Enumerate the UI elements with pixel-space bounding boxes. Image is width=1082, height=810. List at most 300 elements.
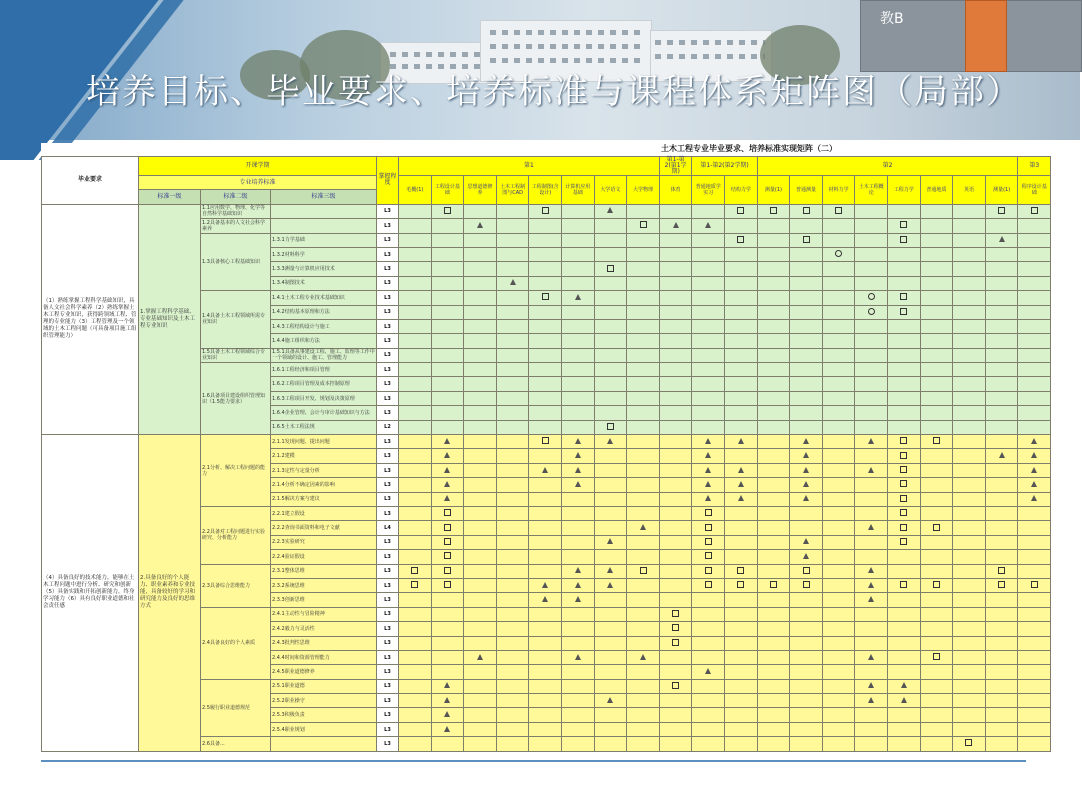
triangle-mark-icon xyxy=(477,222,483,228)
matrix-cell xyxy=(855,449,888,463)
matrix-cell xyxy=(561,665,594,679)
level-header: 标准三级 xyxy=(271,190,377,204)
level3-cell: 1.6.3工程项目开发、规划及决策原理 xyxy=(271,391,377,405)
matrix-cell xyxy=(529,535,562,549)
matrix-cell xyxy=(529,348,562,362)
matrix-cell xyxy=(855,521,888,535)
matrix-cell xyxy=(561,492,594,506)
mastery-cell: L3 xyxy=(377,334,399,348)
matrix-cell xyxy=(920,276,953,290)
matrix-cell xyxy=(725,622,758,636)
square-mark-icon xyxy=(737,581,744,588)
matrix-cell xyxy=(659,262,692,276)
matrix-cell xyxy=(496,276,529,290)
matrix-cell xyxy=(431,636,464,650)
matrix-cell xyxy=(431,435,464,449)
matrix-cell xyxy=(757,622,790,636)
matrix-cell xyxy=(757,247,790,261)
matrix-cell xyxy=(529,550,562,564)
matrix-cell xyxy=(920,348,953,362)
triangle-mark-icon xyxy=(868,582,874,588)
matrix-cell xyxy=(496,233,529,247)
square-mark-icon xyxy=(737,236,744,243)
level3-cell: 1.6.2工程项目管理及成本控制原理 xyxy=(271,377,377,391)
triangle-mark-icon xyxy=(803,467,809,473)
matrix-cell xyxy=(659,593,692,607)
matrix-cell xyxy=(627,233,660,247)
matrix-cell xyxy=(1018,291,1051,305)
matrix-cell xyxy=(692,291,725,305)
matrix-cell xyxy=(790,550,823,564)
square-mark-icon xyxy=(900,293,907,300)
matrix-cell xyxy=(822,334,855,348)
matrix-cell xyxy=(1018,593,1051,607)
matrix-cell xyxy=(431,463,464,477)
matrix-cell xyxy=(822,650,855,664)
matrix-cell xyxy=(627,463,660,477)
building-image xyxy=(965,0,1007,72)
matrix-cell xyxy=(561,348,594,362)
matrix-cell xyxy=(431,492,464,506)
matrix-cell xyxy=(594,233,627,247)
matrix-cell xyxy=(855,377,888,391)
matrix-cell xyxy=(561,319,594,333)
matrix-cell xyxy=(399,478,432,492)
triangle-mark-icon xyxy=(1031,452,1037,458)
matrix-cell xyxy=(725,377,758,391)
triangle-mark-icon xyxy=(868,596,874,602)
triangle-mark-icon xyxy=(868,438,874,444)
matrix-cell xyxy=(725,492,758,506)
matrix-cell xyxy=(822,478,855,492)
matrix-cell xyxy=(464,219,497,233)
matrix-cell xyxy=(659,377,692,391)
matrix-cell xyxy=(822,406,855,420)
matrix-cell xyxy=(431,521,464,535)
matrix-cell xyxy=(757,564,790,578)
square-mark-icon xyxy=(965,739,972,746)
matrix-cell xyxy=(725,276,758,290)
matrix-cell xyxy=(561,233,594,247)
matrix-cell xyxy=(692,420,725,434)
matrix-cell xyxy=(594,276,627,290)
matrix-cell xyxy=(920,737,953,751)
matrix-cell xyxy=(920,449,953,463)
square-mark-icon xyxy=(803,236,810,243)
matrix-cell xyxy=(464,204,497,218)
triangle-mark-icon xyxy=(575,481,581,487)
matrix-cell xyxy=(692,247,725,261)
mastery-cell: L3 xyxy=(377,291,399,305)
matrix-cell xyxy=(659,650,692,664)
requirement-cell: （4）具备良好的技术能力，能够在土木工程问题中进行分析、研究和创新（5）具备实践和开拓创新能力，终身学习能力（6）具有良好职业道德和社会责任感 xyxy=(42,435,139,752)
matrix-cell xyxy=(399,622,432,636)
matrix-cell xyxy=(627,622,660,636)
matrix-cell xyxy=(399,535,432,549)
level2-cell: 1.6具备项目建设组织管理知识（1.5能力要求） xyxy=(201,363,271,435)
matrix-cell xyxy=(757,492,790,506)
matrix-cell xyxy=(790,247,823,261)
matrix-cell xyxy=(399,406,432,420)
matrix-cell xyxy=(725,334,758,348)
matrix-cell xyxy=(627,665,660,679)
matrix-cell xyxy=(496,420,529,434)
matrix-cell xyxy=(1018,377,1051,391)
matrix-cell xyxy=(920,291,953,305)
matrix-cell xyxy=(1018,636,1051,650)
matrix-cell xyxy=(529,463,562,477)
matrix-cell xyxy=(496,564,529,578)
matrix-cell xyxy=(431,478,464,492)
matrix-cell xyxy=(888,319,921,333)
matrix-cell xyxy=(790,233,823,247)
matrix-cell xyxy=(399,435,432,449)
matrix-cell xyxy=(561,247,594,261)
matrix-cell xyxy=(594,708,627,722)
matrix-cell xyxy=(985,276,1018,290)
matrix-cell xyxy=(985,435,1018,449)
matrix-cell xyxy=(985,420,1018,434)
mastery-cell: L3 xyxy=(377,377,399,391)
matrix-cell xyxy=(431,363,464,377)
mastery-cell: L3 xyxy=(377,463,399,477)
matrix-cell xyxy=(757,463,790,477)
matrix-cell xyxy=(594,449,627,463)
matrix-cell xyxy=(985,708,1018,722)
matrix-cell xyxy=(464,334,497,348)
matrix-cell xyxy=(399,708,432,722)
matrix-cell xyxy=(496,348,529,362)
triangle-mark-icon xyxy=(1031,495,1037,501)
mastery-cell: L3 xyxy=(377,247,399,261)
matrix-cell xyxy=(757,665,790,679)
triangle-mark-icon xyxy=(510,279,516,285)
matrix-cell xyxy=(431,550,464,564)
matrix-cell xyxy=(529,478,562,492)
matrix-cell xyxy=(822,535,855,549)
matrix-cell xyxy=(888,233,921,247)
matrix-cell xyxy=(985,694,1018,708)
matrix-cell xyxy=(627,607,660,621)
triangle-mark-icon xyxy=(1031,438,1037,444)
matrix-cell xyxy=(822,578,855,592)
matrix-cell xyxy=(822,449,855,463)
matrix-cell xyxy=(692,622,725,636)
triangle-mark-icon xyxy=(607,538,613,544)
matrix-cell xyxy=(822,665,855,679)
matrix-cell xyxy=(953,578,986,592)
matrix-cell xyxy=(627,737,660,751)
matrix-cell xyxy=(855,722,888,736)
level3-cell: 1.6.4企业管理、会计与审计基础知识与方法 xyxy=(271,406,377,420)
matrix-cell xyxy=(399,219,432,233)
matrix-cell xyxy=(855,650,888,664)
course-header: 思想道德修养 xyxy=(464,176,497,205)
matrix-cell xyxy=(496,593,529,607)
matrix-cell xyxy=(953,535,986,549)
matrix-cell xyxy=(659,233,692,247)
matrix-cell xyxy=(627,708,660,722)
matrix-cell xyxy=(985,622,1018,636)
matrix-cell xyxy=(399,305,432,319)
matrix-cell xyxy=(757,363,790,377)
matrix-cell xyxy=(659,506,692,520)
matrix-cell xyxy=(431,607,464,621)
matrix-cell xyxy=(725,219,758,233)
matrix-cell xyxy=(757,521,790,535)
matrix-cell xyxy=(888,521,921,535)
matrix-cell xyxy=(822,435,855,449)
triangle-mark-icon xyxy=(640,524,646,530)
matrix-cell xyxy=(464,478,497,492)
matrix-cell xyxy=(529,420,562,434)
triangle-mark-icon xyxy=(607,582,613,588)
triangle-mark-icon xyxy=(575,467,581,473)
matrix-cell xyxy=(464,449,497,463)
matrix-cell xyxy=(1018,233,1051,247)
triangle-mark-icon xyxy=(868,567,874,573)
matrix-cell xyxy=(985,334,1018,348)
level3-cell: 2.4.3批判性思维 xyxy=(271,636,377,650)
matrix-cell xyxy=(594,679,627,693)
matrix-cell xyxy=(985,305,1018,319)
matrix-cell xyxy=(659,391,692,405)
matrix-cell xyxy=(659,478,692,492)
matrix-document xyxy=(41,143,1047,765)
matrix-cell xyxy=(725,722,758,736)
matrix-cell xyxy=(725,578,758,592)
matrix-cell xyxy=(888,291,921,305)
matrix-cell xyxy=(431,737,464,751)
triangle-mark-icon xyxy=(868,697,874,703)
matrix-cell xyxy=(822,348,855,362)
matrix-cell xyxy=(431,722,464,736)
matrix-cell xyxy=(561,506,594,520)
matrix-cell xyxy=(790,564,823,578)
matrix-cell xyxy=(920,492,953,506)
matrix-cell xyxy=(822,708,855,722)
matrix-cell xyxy=(399,492,432,506)
matrix-cell xyxy=(594,334,627,348)
matrix-cell xyxy=(953,449,986,463)
course-header: 土木工程制图与CAD xyxy=(496,176,529,205)
matrix-cell xyxy=(953,233,986,247)
matrix-cell xyxy=(822,291,855,305)
matrix-cell xyxy=(529,564,562,578)
matrix-cell xyxy=(888,650,921,664)
matrix-cell xyxy=(790,334,823,348)
matrix-cell xyxy=(464,492,497,506)
square-mark-icon xyxy=(803,567,810,574)
matrix-cell xyxy=(627,334,660,348)
level1-cell: 2.具备良好的个人能力、职业素养和专业技能，具备较好的学习和研究能力及良好的思维方式 xyxy=(139,435,201,752)
triangle-mark-icon xyxy=(705,452,711,458)
matrix-cell xyxy=(692,233,725,247)
triangle-mark-icon xyxy=(444,711,450,717)
matrix-cell xyxy=(496,406,529,420)
matrix-cell xyxy=(399,391,432,405)
mastery-cell: L3 xyxy=(377,204,399,218)
matrix-cell xyxy=(953,420,986,434)
matrix-cell xyxy=(725,650,758,664)
mastery-cell: L3 xyxy=(377,679,399,693)
matrix-cell xyxy=(822,506,855,520)
matrix-cell xyxy=(529,665,562,679)
standard-header: 专业培养标准 xyxy=(139,176,377,190)
matrix-cell xyxy=(594,578,627,592)
triangle-mark-icon xyxy=(705,495,711,501)
matrix-cell xyxy=(855,348,888,362)
matrix-cell xyxy=(790,435,823,449)
matrix-cell xyxy=(757,233,790,247)
matrix-cell xyxy=(561,679,594,693)
matrix-cell xyxy=(855,636,888,650)
matrix-cell xyxy=(888,708,921,722)
matrix-cell xyxy=(561,607,594,621)
mastery-cell: L3 xyxy=(377,348,399,362)
matrix-cell xyxy=(431,219,464,233)
matrix-cell xyxy=(529,506,562,520)
matrix-cell xyxy=(757,435,790,449)
matrix-cell xyxy=(985,247,1018,261)
triangle-mark-icon xyxy=(803,553,809,559)
matrix-cell xyxy=(496,463,529,477)
matrix-cell xyxy=(399,449,432,463)
matrix-cell xyxy=(659,319,692,333)
matrix-cell xyxy=(1018,204,1051,218)
matrix-cell xyxy=(594,291,627,305)
matrix-cell xyxy=(985,564,1018,578)
matrix-cell xyxy=(953,708,986,722)
matrix-cell xyxy=(594,722,627,736)
matrix-cell xyxy=(855,578,888,592)
matrix-cell xyxy=(1018,665,1051,679)
triangle-mark-icon xyxy=(803,495,809,501)
matrix-cell xyxy=(1018,535,1051,549)
matrix-cell xyxy=(790,348,823,362)
matrix-cell xyxy=(399,334,432,348)
matrix-cell xyxy=(431,593,464,607)
course-header: 程序设计基础 xyxy=(1018,176,1051,205)
square-mark-icon xyxy=(542,207,549,214)
matrix-cell xyxy=(985,449,1018,463)
square-mark-icon xyxy=(835,207,842,214)
matrix-cell xyxy=(888,636,921,650)
matrix-cell xyxy=(920,722,953,736)
matrix-cell xyxy=(920,247,953,261)
matrix-cell xyxy=(920,564,953,578)
matrix-cell xyxy=(496,722,529,736)
matrix-cell xyxy=(1018,363,1051,377)
matrix-cell xyxy=(561,708,594,722)
matrix-cell xyxy=(953,722,986,736)
matrix-cell xyxy=(464,363,497,377)
matrix-cell xyxy=(985,665,1018,679)
matrix-cell xyxy=(399,679,432,693)
matrix-cell xyxy=(464,694,497,708)
matrix-cell xyxy=(757,449,790,463)
matrix-cell xyxy=(920,578,953,592)
matrix-cell xyxy=(822,276,855,290)
matrix-cell xyxy=(594,564,627,578)
matrix-cell xyxy=(659,737,692,751)
matrix-cell xyxy=(496,262,529,276)
matrix-cell xyxy=(920,665,953,679)
matrix-cell xyxy=(594,319,627,333)
matrix-cell xyxy=(561,622,594,636)
matrix-cell xyxy=(757,420,790,434)
matrix-cell xyxy=(529,391,562,405)
matrix-cell xyxy=(985,478,1018,492)
matrix-cell xyxy=(627,679,660,693)
matrix-cell xyxy=(464,737,497,751)
matrix-cell xyxy=(464,607,497,621)
matrix-cell xyxy=(953,694,986,708)
mastery-cell: L4 xyxy=(377,521,399,535)
triangle-mark-icon xyxy=(640,654,646,660)
matrix-cell xyxy=(529,233,562,247)
matrix-cell xyxy=(757,291,790,305)
square-mark-icon xyxy=(770,581,777,588)
mastery-cell: L3 xyxy=(377,564,399,578)
level3-cell: 2.2.3实验研究 xyxy=(271,535,377,549)
triangle-mark-icon xyxy=(607,567,613,573)
matrix-cell xyxy=(920,435,953,449)
matrix-cell xyxy=(464,578,497,592)
matrix-cell xyxy=(920,607,953,621)
matrix-cell xyxy=(692,262,725,276)
square-mark-icon xyxy=(1031,581,1038,588)
matrix-cell xyxy=(725,348,758,362)
matrix-cell xyxy=(464,262,497,276)
matrix-cell xyxy=(953,665,986,679)
matrix-cell xyxy=(627,650,660,664)
level3-cell: 2.4.4时间和资源管理能力 xyxy=(271,650,377,664)
matrix-cell xyxy=(920,463,953,477)
matrix-cell xyxy=(561,650,594,664)
course-header: 大学物理 xyxy=(627,176,660,205)
matrix-cell xyxy=(659,247,692,261)
matrix-cell xyxy=(496,391,529,405)
matrix-cell xyxy=(594,305,627,319)
level2-cell: 1.3具备核心工程基础知识 xyxy=(201,233,271,291)
matrix-cell xyxy=(888,377,921,391)
matrix-cell xyxy=(725,449,758,463)
mastery-cell: L3 xyxy=(377,722,399,736)
matrix-cell xyxy=(627,593,660,607)
matrix-cell xyxy=(1018,276,1051,290)
level-header: 标准二级 xyxy=(201,190,271,204)
matrix-cell xyxy=(1018,506,1051,520)
square-mark-icon xyxy=(411,567,418,574)
matrix-cell xyxy=(888,420,921,434)
matrix-cell xyxy=(692,219,725,233)
matrix-cell xyxy=(888,406,921,420)
matrix-cell xyxy=(725,506,758,520)
level3-cell: 2.5.2职业操守 xyxy=(271,694,377,708)
matrix-cell xyxy=(1018,564,1051,578)
matrix-cell xyxy=(985,722,1018,736)
matrix-cell xyxy=(757,578,790,592)
matrix-cell xyxy=(496,377,529,391)
matrix-cell xyxy=(561,722,594,736)
matrix-cell xyxy=(725,679,758,693)
semester-cell: 第2 xyxy=(757,157,1018,176)
matrix-cell xyxy=(529,219,562,233)
matrix-cell xyxy=(464,636,497,650)
matrix-cell xyxy=(855,478,888,492)
matrix-cell xyxy=(627,420,660,434)
